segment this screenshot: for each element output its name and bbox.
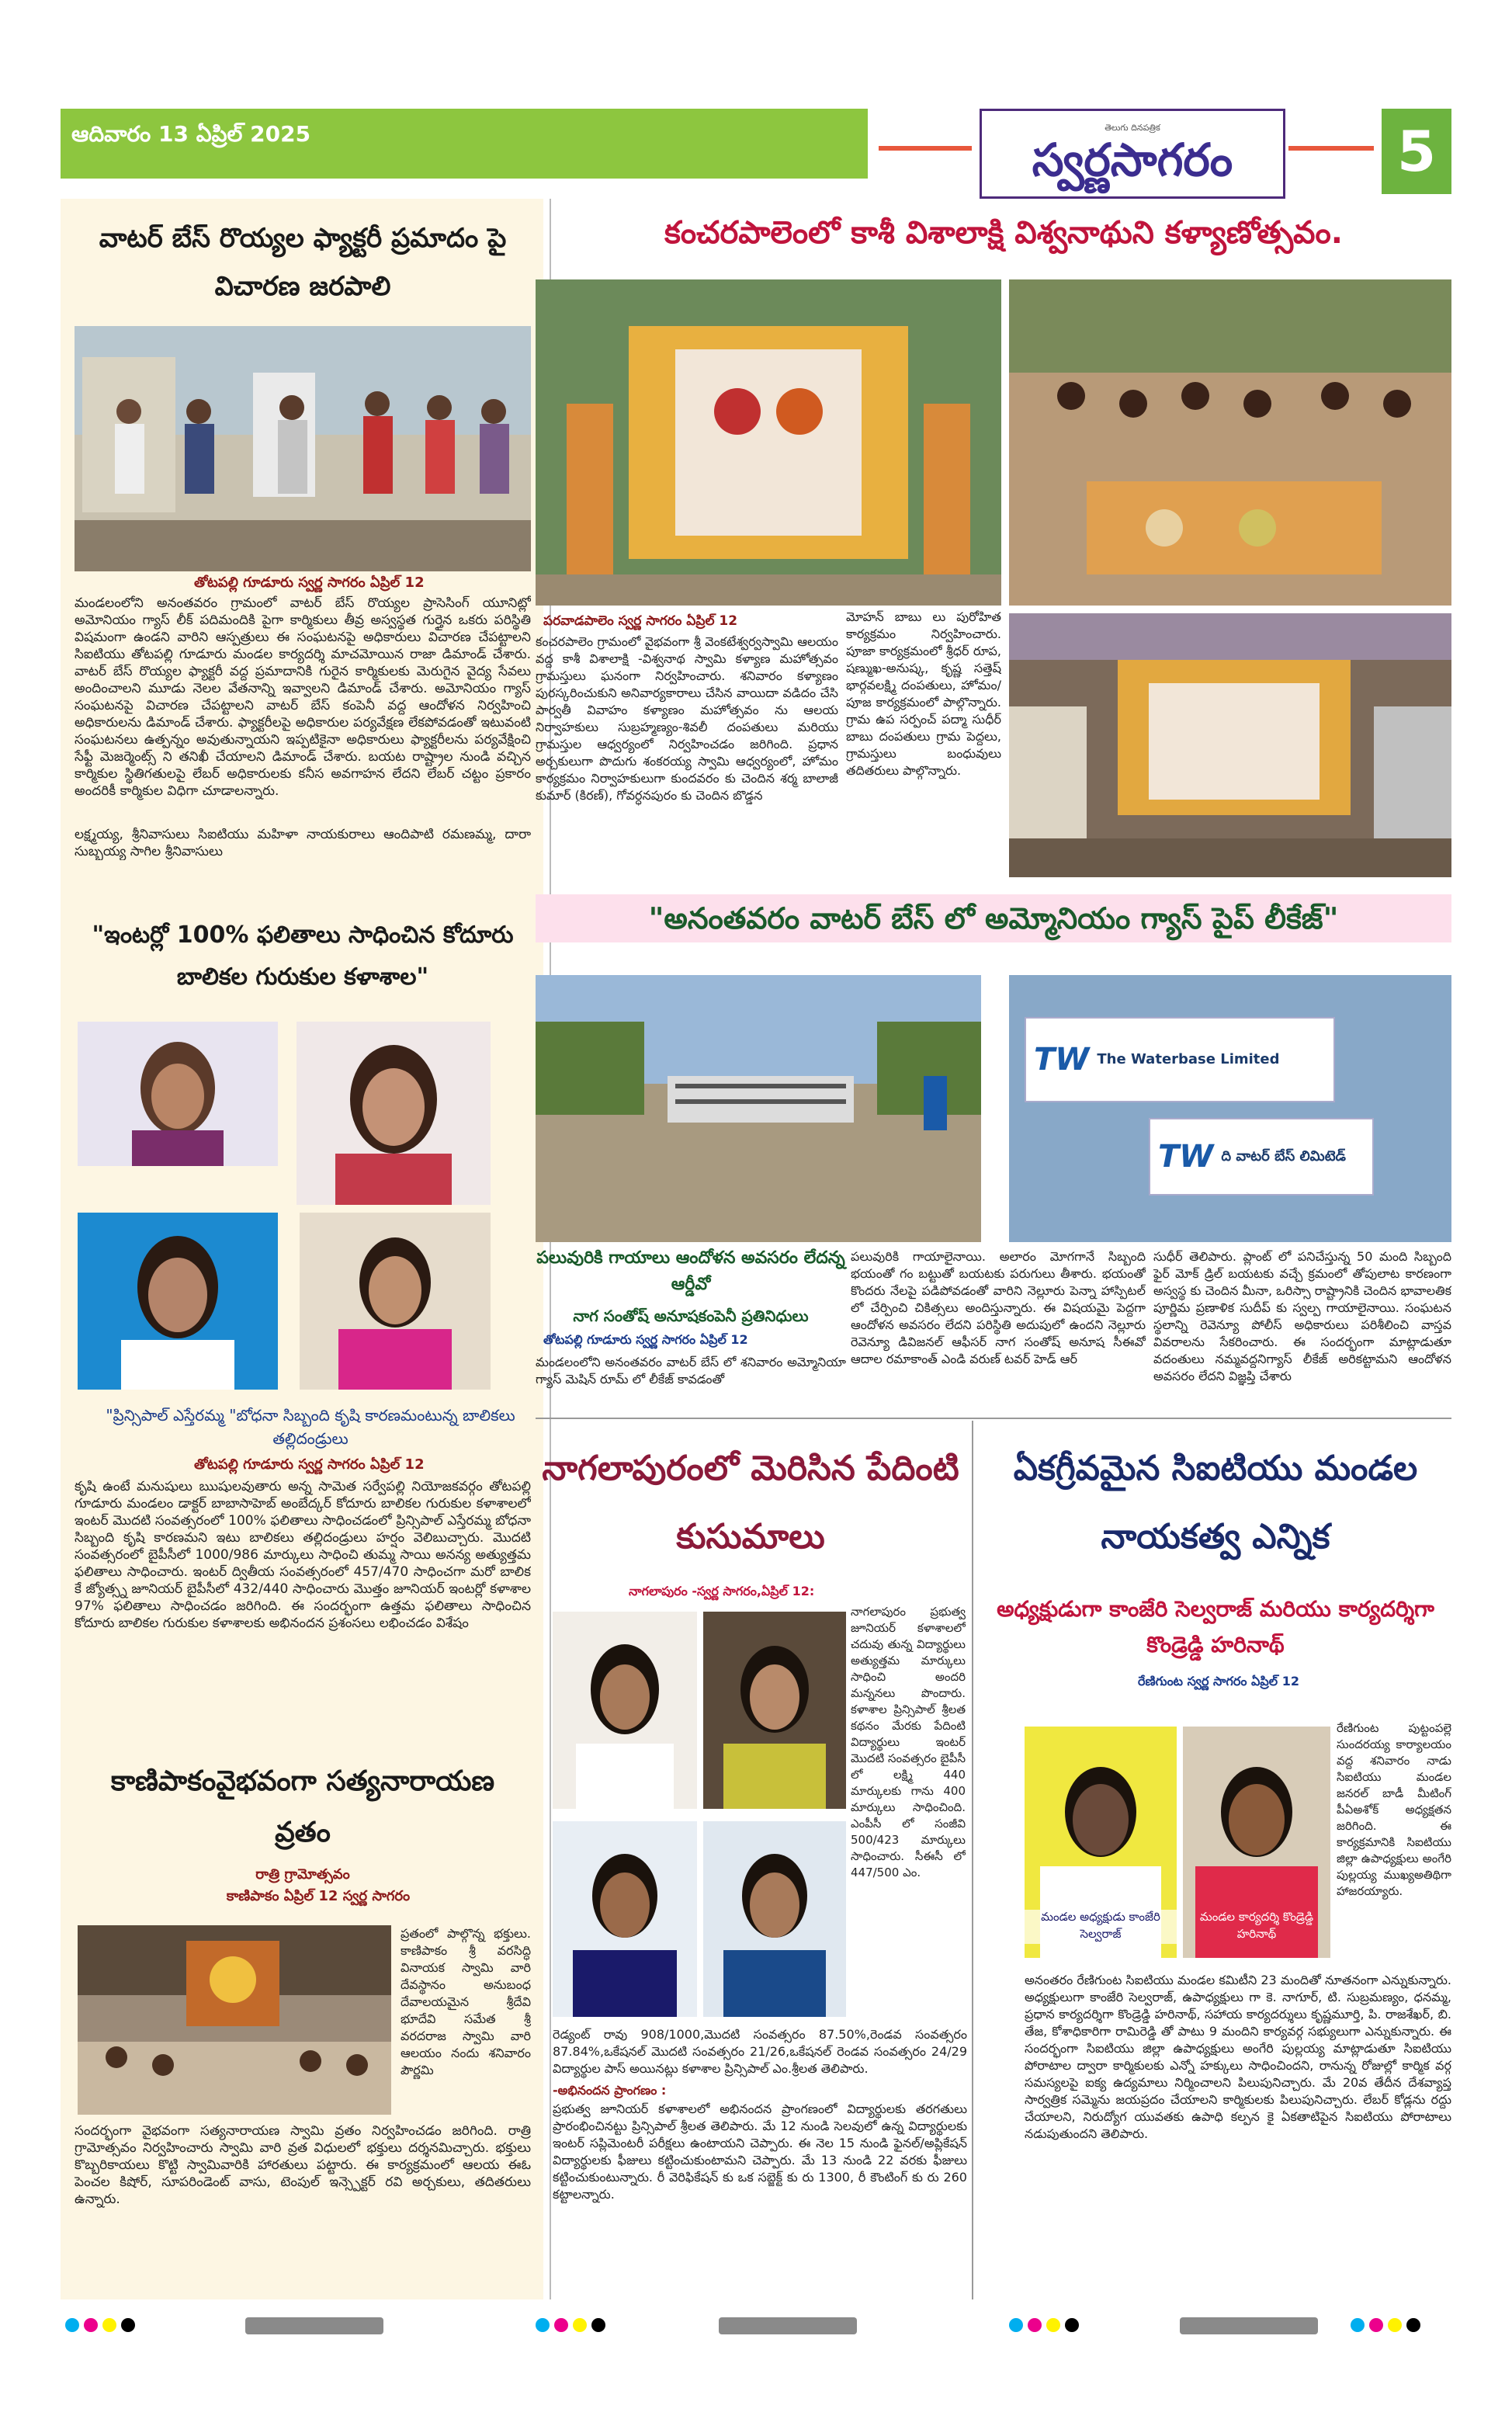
- story5-body-2: పలువురికి గాయాలైనాయి. అలారం మోగగానే సిబ్బంది భయంతో గం బట్టుతో బయటకు పరుగులు తీశారు. భయంతో కొందరు నేలపై పడిపోవడంతో వారిని నెల్లూరు పెన్నా హాస్పిటల్ లో చేర్పించి చికిత్సలు అందిస్తున్నారు. ఈ విషయమై పెద్దగా ఆందోళన అవసరం లేదని పరిస్థితి అదుపులో ఉందని నెల్లూరు రెవెన్యూ డివిజనల్ ఆఫీసర్ నాగ సంతోష్ అనూష సీఈవో ఆదాల రమాకాంత్ ఎండి వరుణ్ టవర్ హెడ్ ఆర్: [851, 1249, 1146, 1366]
- story6-body-side: నాగలాపురం ప్రభుత్వ జూనియర్ కళాశాలలో చదువు తున్న విద్యార్థులు అత్యుత్తమ మార్కులు సాధించి అందరి మన్ననలు పొందారు. కళాశాల ప్రిన్సిపాల్ శ్రీలత కథనం మేరకు పేదింటి విద్యార్థులు ఇంటర్ మొదటి సంవత్సరం బైపీసీ లో లక్ష్మి 440 మార్కులకు గాను 400 మార్కులు సాధించింది. ఎంపీసీ లో సంజీవి 500/423 మార్కులు సాధించారు. సీఈసీ లో 447/500 ఎం.: [851, 1605, 966, 1879]
- yellow-mark-icon: [573, 2318, 587, 2332]
- registration-marks-3: [1009, 2318, 1079, 2332]
- masthead-name: స్వర్ణసాగరం: [1032, 134, 1233, 186]
- story6-photo-2: [703, 1612, 846, 1809]
- page-number: 5: [1382, 109, 1451, 194]
- black-mark-icon: [1406, 2318, 1420, 2332]
- gray-bar-3: [1180, 2317, 1318, 2334]
- section-divider-horizontal: [536, 1418, 1451, 1419]
- header-rule-left: [879, 146, 972, 151]
- story4-photo-3: [1009, 613, 1451, 877]
- story7-headline: ఏకగ్రీవమైన సిఐటియు మండల నాయకత్వ ఎన్నిక: [1013, 1449, 1418, 1557]
- gray-bar-1: [245, 2317, 383, 2334]
- story4-body-2: మోహన్ బాబు లు పురోహిత కార్యక్రమం నిర్వహించారు. పూజా కార్యక్రమంలో శ్రీధర్ రూప, షణ్ముఖ-అనుష్క, కృష్ణ సత్తెష్ భార్గవలక్ష్మి దంపతులు, హోమం/పూజ కార్యక్రమంలో పాల్గొన్నారు. గ్రామ ఉప సర్పంచ్ పద్మా సుధీర్ బాబు దంపతులు గ్రామ పెద్దలు, గ్రామస్తులు బంధువులు తదితరులు పాల్గొన్నారు.: [846, 609, 1001, 778]
- story1-footer: లక్ష్మయ్య, శ్రీనివాసులు సిఐటియు మహిళా నాయకురాలు ఆందిపాటి రమణమ్మ, దారా సుబ్బయ్య సాగిల శ్రీనివాసులు: [75, 827, 531, 859]
- story3-body: సందర్భంగా వైభవంగా సత్యనారాయణ స్వామి వ్రతం నిర్వహించడం జరిగింది. రాత్రి గ్రామోత్సవం నిర్వహించారు స్వామి వారి వ్రత విధులలో భక్తులు దర్శనమిచ్చారు. భక్తులు కొబ్బరికాయలు కొట్టి స్వామివారికి హారతులు పట్టారు. ఈ కార్యక్రమంలో ఆలయ ఈఓ పెంచల కిషోర్, సూపరిండెంట్ వాసు, టెంపుల్ ఇన్స్పెక్టర్ రవి అర్చకులు, తదితరులు ఉన్నారు.: [75, 2123, 531, 2207]
- cyan-mark-icon: [1009, 2318, 1023, 2332]
- issue-date: ఆదివారం 13 ఏప్రిల్ 2025: [71, 121, 311, 147]
- story7-credit: రేణిగుంట స్వర్ణ సాగరం ఏప్రిల్ 12: [1138, 1674, 1299, 1688]
- story2-photo-2: [297, 1022, 491, 1205]
- story6-body-2: ప్రభుత్వ జూనియర్ కళాశాలలో అభినందన ప్రాంగణంలో విద్యార్థులకు తరగతులు ప్రారంభించినట్టు ప్రిన్సిపాల్ శ్రీలత తెలిపారు. మే 12 నుండి సెలవులో ఉన్న విద్యార్థులకు ఇంటర్ సప్లిమెంటరీ పరీక్షలు ఉంటాయని చెప్పారు. ఈ నెల 15 నుండి ఫైనల్/అప్లికేషన్ విద్యార్థులకు ఫీజులు కట్టించుకుంటామని చెప్పారు. మే 13 నుండి 22 వరకు ఫీజులు కట్టించుకుంటున్నారు. రీ వెరిఫికేషన్ కు ఒక సబ్జెక్ట్ కు రు 1300, రీ కౌంటింగ్ కు రు 260 కట్టాలన్నారు.: [553, 2101, 967, 2202]
- black-mark-icon: [591, 2318, 605, 2332]
- masthead-tagline: తెలుగు దినపత్రిక: [1105, 123, 1160, 133]
- magenta-mark-icon: [1369, 2318, 1383, 2332]
- story7-photo-caption-1: మండల అధ్యక్షుడు కాంజేరి సెల్వరాజ్: [1025, 1910, 1177, 1944]
- story3-credit: కాణిపాకం ఏప్రిల్ 12 స్వర్ణ సాగరం: [226, 1888, 411, 1904]
- waterbase-sign-name-te: ది వాటర్ బేస్ లిమిటెడ్: [1221, 1148, 1346, 1164]
- black-mark-icon: [121, 2318, 135, 2332]
- registration-marks-2: [536, 2318, 605, 2332]
- story1-credit: తోటపల్లి గూడూరు స్వర్ణ సాగరం ఏప్రిల్ 12: [194, 574, 425, 591]
- story1-photo: [75, 326, 531, 571]
- story5-body-3: సుధీర్ తెలిపారు. ప్లాంట్ లో పనిచేస్తున్న 50 మంది సిబ్బంది ఫైర్ మోక్ డ్రిల్ బయటకు వచ్చే క్రమంలో తోపులాట కారణంగా అస్వస్థ కు చెందిన మీనా, ఒరిస్సా రాష్ట్రానికి చెందిన భావాలతిక పూర్ణిమ ప్రణాళిక సుదీప్ కు స్వల్ప గాయాలైనాయి. సంఘటన స్థలాన్ని రెవెన్యూ పోలీస్ అధికారులు పరిశీలించి వాస్తవ వివరాలను సేకరించారు. ఈ సందర్భంగా మాట్లాడుతూ వదంతులు నమ్మవద్దనిగ్యాస్ లీకేజ్ అరికట్టామని ఆందోళన అవసరం లేదని విజ్ఞప్తి చేశారు: [1153, 1249, 1451, 1383]
- story2-credit: తోటపల్లి గూడూరు స్వర్ణ సాగరం ఏప్రిల్ 12: [194, 1456, 425, 1473]
- story5-headline: "అనంతవరం వాటర్ బేస్ లో అమ్మోనియం గ్యాస్ పైప్ లీకేజ్": [536, 894, 1451, 942]
- header-rule-right: [1288, 146, 1374, 151]
- cyan-mark-icon: [1351, 2318, 1365, 2332]
- registration-marks-4: [1351, 2318, 1420, 2332]
- story6-photo-1: [553, 1612, 697, 1809]
- story3-body-side: ప్రతంలో పాల్గొన్న భక్తులు. కాణిపాకం శ్రీ వరసిద్ధి వినాయక స్వామి వారి దేవస్థానం అనుబంధ దేవాలయమైన శ్రీదేవి భూదేవి సమేత శ్రీ వరదరాజ స్వామి వారి ఆలయం నందు శనివారం పౌర్ణమి: [401, 1926, 531, 2077]
- story6-headline: నాగలాపురంలో మెరిసిన పేదింటి కుసుమాలు: [542, 1449, 959, 1557]
- story4-photo-2: [1009, 279, 1451, 606]
- magenta-mark-icon: [84, 2318, 98, 2332]
- cyan-mark-icon: [536, 2318, 550, 2332]
- waterbase-sign-name: The Waterbase Limited: [1097, 1051, 1280, 1067]
- magenta-mark-icon: [554, 2318, 568, 2332]
- story6-subhead: -అభినందన ప్రాంగణం :: [553, 2083, 667, 2098]
- story3-photo: [78, 1925, 391, 2115]
- magenta-mark-icon: [1028, 2318, 1042, 2332]
- story4-body: కంచరపాలెం గ్రామంలో వైభవంగా శ్రీ వెంకటేశ్వర్వస్వామి ఆలయం వద్ద కాశీ విశాలాక్షి -విశ్వనాథ స్వామి కళ్యాణ మహోత్సవం గ్రామస్తులు ఘనంగా నిర్వహించారు. శనివారం కళ్యాణం పురస్కరించుకుని అనివార్యకారాలు చేసిన వాయిదా వడిదం చేసి పార్వతీ వివాహం కళ్యాణం మహోత్సవం ను ఆలయ నిర్వాహకులు సుబ్రహ్మణ్యం-శివలీ దంపతులు మరియు గ్రామస్తుల ఆధ్వర్యంలో నిర్వహించడం జరిగింది. ప్రధాన అర్చకులుగా పొదుగు శంకరయ్య స్వామి ఆధ్వర్యంలో, హోమం కార్యక్రమం నిర్వాహకులుగా కుందవరం కు చెందిన శర్మ బాలాజీ కుమార్ (కిరణ్), గోవర్ధనపురం కు చెందిన బొడ్డన: [536, 634, 838, 803]
- story2-photo-1: [78, 1022, 278, 1166]
- story5-body-1: మండలంలోని అనంతవరం వాటర్ బేస్ లో శనివారం అమ్మోనియా గ్యాస్ మెషిన్ రూమ్ లో లీకేజ్ కావడంతో: [536, 1355, 846, 1387]
- story7-photo-caption-2: మండల కార్యదర్శి కొండ్రెడ్డి హరినాథ్: [1199, 1910, 1314, 1941]
- waterbase-logo-icon-2: TW: [1158, 1139, 1214, 1175]
- story1-body: మండలంలోని అనంతవరం గ్రామంలో వాటర్ బేస్ రొయ్యల ప్రాసెసింగ్ యూనిట్లో అమోనియం గ్యాస్ లీక్ పదిమందికి పైగా కార్మికులు తీవ్ర అస్వస్థత గుర్తైన ఒకరు పరిస్థితి విషమంగా ఉండని వారిని ఆస్పత్రులు ఈ సంఘటనపై అధికారులు విచారణ చేపట్టాలని సిఐటియు తోటపల్లి గూడూరు మండల కార్యదర్శి మాచమోయిన రాజా డిమాండ్ చేశారు. వాటర్ బేస్ రొయ్యల ఫ్యాక్టరీ వద్ద ప్రమాదానికి గురైన కార్మికులకు మెరుగైన వైద్య సేవలు అందించాలని మూడు నెలల వేతనాన్ని ఇవ్వాలని డిమాండ్ చేశారు. అమోనియం గ్యాస్ సంఘటనపై విచారణ చేపట్టాలని వాటర్ బేస్ కంపెనీ వద్ద ఆందోళన నిర్వహించి అధికారులను డిమాండ్ చేశారు. ఫ్యాక్టరీలపై అధికారుల పర్యవేక్షణ లేకపోవడంతో ఇటువంటి సంఘటనలు ఉత్పన్నం అవుతున్నాయని ఇప్పటికైనా అధికారులు ఫ్యాక్టరీలను పర్యవేక్షించి సేఫ్టీ మెజర్మెంట్స్ ని తనిఖీ చేయాలని డిమాండ్ చేశారు. బయట రాష్ట్రాల నుండి వచ్చిన కార్మికుల స్థితిగతులపై లేబర్ అధికారులకు కనీస అవగాహన లేదని లేబర్ చట్టం ప్రకారం అందరికీ కార్మికుల విధిగా చూడాలన్నారు.: [75, 595, 531, 799]
- yellow-mark-icon: [1046, 2318, 1060, 2332]
- story1-headline: వాటర్ బేస్ రొయ్యల ఫ్యాక్టరీ ప్రమాదం పై విచారణ జరపాలి: [99, 223, 507, 302]
- story6-body: రెడ్యంట్ రావు 908/1000,మొదటి సంవత్సరం 87.50%,రెండవ సంవత్సరం 87.84%,ఒకేషనల్ మొదటి సంవత్సరం 21/26,ఒకేషనల్ రెండవ సంవత్సరం 24/29 విద్యార్థుల పాస్ అయినట్లు కళాశాల ప్రిన్సిపాల్ ఎం.శ్రీలత తెలిపారు.: [553, 2027, 967, 2076]
- story6-photo-3: [553, 1821, 697, 2017]
- masthead: [980, 109, 1285, 199]
- story5-credit: తోటపల్లి గూడూరు స్వర్ణ సాగరం ఏప్రిల్ 12: [543, 1332, 748, 1347]
- section-divider-vertical: [972, 1421, 973, 2299]
- story5-subhead-2: నాగ సంతోష్ అనూషకంపెనీ ప్రతినిధులు: [573, 1307, 809, 1325]
- story3-subhead: రాత్రి గ్రామోత్సవం: [255, 1866, 350, 1883]
- yellow-mark-icon: [1388, 2318, 1402, 2332]
- story6-credit: నాగలాపురం -స్వర్ణ సాగరం,ఏప్రిల్ 12:: [629, 1584, 815, 1598]
- registration-marks-1: [65, 2318, 135, 2332]
- story7-subhead: అధ్యక్షుడుగా కాంజేరి సెల్వరాజ్ మరియు కార్యదర్శిగా కొండ్రెడ్డి హరినాథ్: [997, 1596, 1434, 1657]
- story4-photo-1: [536, 279, 1001, 606]
- story6-photo-4: [703, 1821, 846, 2017]
- story2-headline: "ఇంటర్లో 100% ఫలితాలు సాధించిన కోదూరు బాలికల గురుకుల కళాశాల": [92, 921, 514, 991]
- story2-photo-caption: "ప్రిన్సిపాల్ ఎస్తేరమ్మ "బోధనా సిబ్బంది కృషి కారణమంటున్న బాలికలు తల్లిదండ్రులు: [106, 1406, 515, 1448]
- waterbase-logo-icon: TW: [1034, 1042, 1090, 1078]
- story5-subhead-1: పలువురికి గాయాలు ఆందోళన అవసరం లేదన్న ఆర్డీవో: [536, 1248, 845, 1294]
- story4-credit: పరవాడపాలెం స్వర్ణ సాగరం ఏప్రిల్ 12: [543, 613, 738, 629]
- story5-photo-sign: [1009, 975, 1451, 1242]
- story7-body-side: రేణిగుంట పుట్టంపల్లె సుందరయ్య కార్యాలయం వద్ద శనివారం నాడు సిఐటియు మండల జనరల్ బాడీ మీటింగ్ పీఏఅశోక్ అధ్యక్షతన జరిగింది. ఈ కార్యక్రమానికి సిఐటియు జిల్లా ఉపాధ్యక్షులు అంగేరి పుల్లయ్య ముఖ్యఅతిథిగా హాజరయ్యారు.: [1337, 1721, 1451, 1898]
- story5-photo-gate: [536, 975, 981, 1242]
- black-mark-icon: [1065, 2318, 1079, 2332]
- yellow-mark-icon: [102, 2318, 116, 2332]
- story3-headline: కాణిపాకంవైభవంగా సత్యనారాయణ వ్రతం: [110, 1765, 495, 1848]
- waterbase-sign-english: [1025, 1017, 1335, 1102]
- story2-body: కృషి ఉంటే మనుషులు ఋషులవుతారు అన్న సామెత సర్వేపల్లి నియోజకవర్గం తోటపల్లి గూడూరు మండలం డాక్టర్ బాబాసాహెబ్ అంబేద్కర్ కోదూరు బాలికల గురుకుల కళాశాలలో ఇంటర్ మొదటి సంవత్సరంలో 100% ఫలితాలు సాధించడంలో ప్రిన్సిపాల్ ఎస్తేరమ్మ బోధనా సిబ్బంది కృషి కారణమని ఇటు బాలికలు తల్లిదండ్రులు హర్షం వెలిబుచ్చారు. మొదటి సంవత్సరంలో బైపీసీలో 1000/986 మార్కులు సాధించి తుమ్మ సాయి అనన్య అత్యుత్తమ ఫలితాలు సాధించారు. ఇంటర్ ద్వితీయ సంవత్సరంలో 457/470 సాధించగా మరో బాలిక కే జ్యోత్స్న జూనియర్ బైపీసీలో 432/440 సాధించారు మొత్తం జూనియర్ ఇంటర్లో కళాశాల 97% ఫలితాలు సాధించడం జరిగింది. ఈ సందర్భంగా ఉత్తమ ఫలితాలు సాధించిన కోదూరు బాలికల గురుకుల కళాశాలకు అభినందన ప్రశంసలు లభించడం విశేషం: [75, 1479, 531, 1631]
- gray-bar-2: [719, 2317, 857, 2334]
- waterbase-sign-telugu: [1149, 1118, 1374, 1196]
- cyan-mark-icon: [65, 2318, 79, 2332]
- story2-photo-3: [78, 1213, 278, 1390]
- story4-headline: కంచరపాలెంలో కాశీ విశాలాక్షి విశ్వనాథుని కళ్యాణోత్సవం.: [664, 215, 1343, 251]
- story7-body: అనంతరం రేణిగుంట సిఐటియు మండల కమిటీని 23 మందితో నూతనంగా ఎన్నుకున్నారు. అధ్యక్షులుగా కాంజేరి సెల్వరాజ్, ఉపాధ్యక్షులు గా కె. నాగూర్, టి. సుబ్రమణ్యం, ధనమ్మ, ప్రధాన కార్యదర్శిగా కొండ్రెడ్డి హరినాథ్, సహాయ కార్యదర్శులు కృష్ణమూర్తి, పి. రాజశేఖర్, బి. తేజ, కోశాధికారిగా రామిరెడ్డి తో పాటు 9 మందిని కార్యవర్గ సభ్యులుగా ఎన్నుకున్నారు. ఈ సందర్భంగా సిఐటియు జిల్లా ఉపాధ్యక్షులు అంగేరి పుల్లయ్య మాట్లాడుతూ సిఐటియు పోరాటాల ద్వారా కార్మికులకు ఎన్నో హక్కులు సాధించిందని, రానున్న రోజుల్లో కార్మిక వర్గ సమస్యలపై ఐక్య ఉద్యమాలు నిర్మించాలని పిలుపునిచ్చారు. మే 20వ తేదీన దేశవ్యాప్త సార్వత్రిక సమ్మెను జయప్రదం చేయాలని కార్మికులకు పిలుపునిచ్చారు. లేబర్ కోడ్లను రద్దు చేయాలని, నిరుద్యోగ యువతకు ఉపాధి కల్పన కై ఏకతాటిపైన సిఐటియు పోరాటాలు నడుపుతుందని తెలిపారు.: [1025, 1973, 1451, 2141]
- story2-photo-4: [300, 1213, 491, 1390]
